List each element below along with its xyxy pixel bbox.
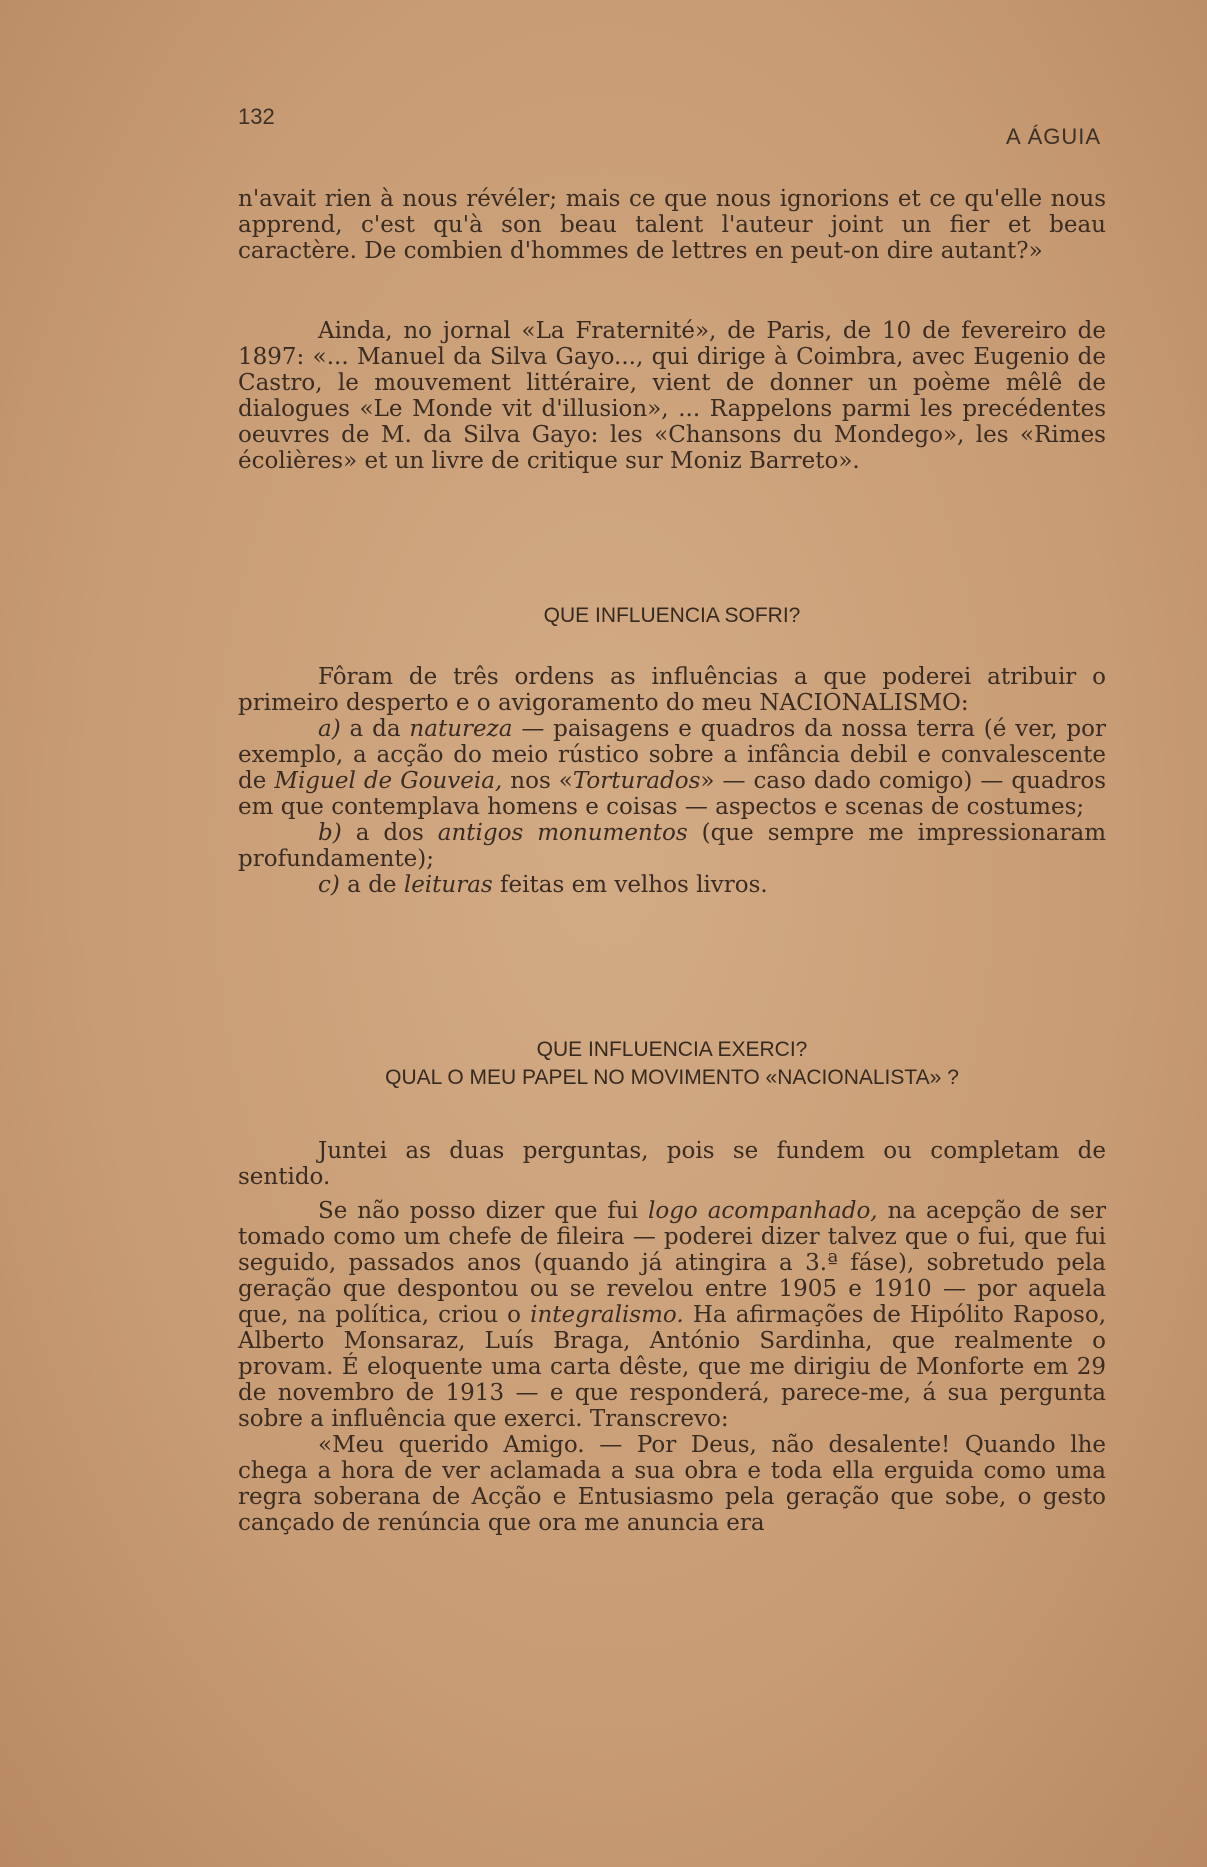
quote-continuation: n'avait rien à nous révéler; mais ce que nous ignorions et ce qu'elle nous apprend, c'est qu'à son beau talent l'auteur joint un fier et beau caractère. De combien d'hommes de lettres en peut-on dire autant?»	[238, 186, 1106, 264]
section2-body	[238, 1138, 1106, 1536]
heading-text: QUE INFLUENCIA SOFRI?	[543, 604, 801, 627]
running-title: A ÁGUIA	[1006, 124, 1102, 149]
p2-integralismo: integralismo.	[530, 1302, 684, 1328]
item-c-marker: c)	[318, 872, 340, 898]
p2-post: Ha afirmações de Hipólito Raposo, Alberto Monsaraz, Luís Braga, António Sardinha, que realmente o provam. É eloquente uma carta dêste, que me dirigiu de Monforte em 29 de novembro de 1913 — e que responderá, parece-me, á sua pergunta sobre a influência que exerci. Transcrevo:	[238, 1302, 1106, 1432]
section2-p2	[238, 1198, 1106, 1432]
section1-intro: Fôram de três ordens as influências a que poderei atribuir o primeiro desperto e o avigoramento do meu NACIONALISMO:	[238, 664, 1106, 716]
item-a-mid1: — paisagens e quadros da nossa terra (é ver, por exemplo, a acção do meio rústico sobre a infância debil e convalescente de	[238, 716, 1107, 794]
item-b-post: (que sempre me impressionaram profundamente);	[238, 820, 1107, 872]
item-a-work: Torturados	[572, 768, 701, 794]
page-number: 132	[238, 104, 275, 129]
item-b-pre: a dos	[355, 820, 424, 846]
item-c-readings: leituras	[403, 872, 493, 898]
item-b-marker: b)	[318, 820, 342, 846]
item-a-author: Miguel de Gouveia,	[274, 768, 503, 794]
item-c-pre: a de	[347, 872, 397, 898]
section2-p3-letter: «Meu querido Amigo. — Por Deus, não desalente! Quando lhe chega a hora de ver aclamada a sua obra e toda ella erguida como uma regra soberana de Acção e Entusiasmo pela geração que sobe, o gesto cançado de renúncia que ora me anuncia era	[238, 1432, 1106, 1536]
item-b-monuments: antigos monumentos	[437, 820, 688, 846]
p2-pre: Se não posso dizer que fui	[318, 1198, 639, 1224]
section-heading-influence-exercised	[238, 1036, 1106, 1092]
paragraph-fraternite: Ainda, no jornal «La Fraternité», de Paris, de 10 de fevereiro de 1897: «... Manuel da Silva Gayo..., qui dirige à Coimbra, avec Eugenio de Castro, le mouvement littéraire, vient de donner un poème mêlê de dialogues «Le Monde vit d'illusion», ... Rappelons parmi les precédentes oeuvres de M. da Silva Gayo: les «Chansons du Mondego», les «Rimes écolières» et un livre de critique sur Moniz Barreto».	[238, 318, 1106, 474]
item-c-post: feitas em velhos livros.	[500, 872, 768, 898]
item-a	[238, 716, 1106, 820]
p2-accompanied: logo acompanhado,	[648, 1198, 878, 1224]
fraternite-block	[238, 318, 1106, 474]
section-heading-influence-received	[238, 602, 1106, 630]
item-a-pre: a da	[349, 716, 401, 742]
item-a-nature: natureza	[409, 716, 513, 742]
item-b	[238, 820, 1106, 872]
heading-line-1: QUE INFLUENCIA EXERCI?	[536, 1038, 808, 1061]
quote-continuation-block	[238, 186, 1106, 264]
heading-line-2: QUAL O MEU PAPEL NO MOVIMENTO «NACIONALISTA» ?	[385, 1066, 959, 1089]
section1-body	[238, 664, 1106, 898]
item-a-marker: a)	[318, 716, 341, 742]
section2-p1: Juntei as duas perguntas, pois se fundem ou completam de sentido.	[238, 1138, 1106, 1190]
item-a-post: » — caso dado comigo) — quadros em que contemplava homens e coisas — aspectos e scenas de costumes;	[238, 768, 1107, 820]
p2-mid: na acepção de ser tomado como um chefe de fileira — poderei dizer talvez que o fui, que fui seguido, passados anos (quando já atingira a 3.ª fáse), sobretudo pela geração que despontou ou se revelou entre 1905 e 1910 — por aquela que, na política, criou o	[238, 1198, 1107, 1328]
item-c	[238, 872, 1106, 898]
item-a-mid2: nos «	[510, 768, 573, 794]
